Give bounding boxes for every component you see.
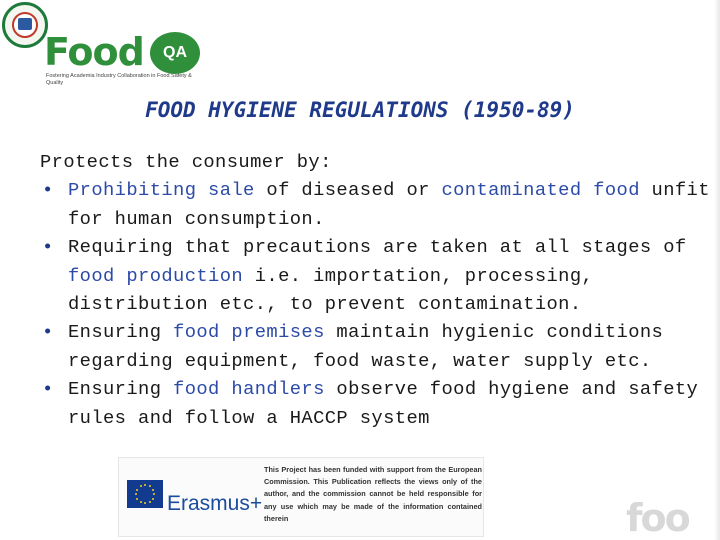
bullet-text: Ensuring: [68, 378, 174, 401]
highlighted-term: Prohibiting sale: [68, 179, 255, 202]
bullet-text: Ensuring: [68, 321, 174, 344]
highlighted-term: food handlers: [173, 378, 325, 401]
seal-book-icon: [18, 18, 32, 30]
logo-qa-badge: QA: [150, 32, 200, 74]
erasmus-logo: Erasmus+: [167, 492, 263, 515]
logo-tagline: Fostering Academia Industry Collaboration in Food Safety & Quality: [46, 73, 192, 86]
highlighted-term: contaminated food: [441, 179, 640, 202]
eu-star-icon: [140, 485, 142, 487]
eu-star-icon: [152, 489, 154, 491]
bullet-item: [40, 176, 716, 233]
eu-star-icon: [136, 498, 138, 500]
eu-star-icon: [153, 493, 155, 495]
eu-star-icon: [149, 485, 151, 487]
eu-star-icon: [136, 489, 138, 491]
funding-footer: [118, 457, 484, 537]
university-seal-icon: [2, 2, 48, 48]
page-edge: [714, 0, 720, 540]
eu-flag-icon: [127, 480, 163, 508]
bullet-text: observe food hygiene and safety rules and follow a HACCP system: [68, 378, 699, 429]
eu-star-icon: [144, 484, 146, 486]
bullet-text: unfit for human consumption.: [68, 179, 710, 230]
slide-title: FOOD HYGIENE REGULATIONS (1950-89): [145, 98, 575, 122]
highlighted-term: food premises: [173, 321, 325, 344]
bullet-list: [40, 176, 716, 432]
foodqa-watermark-logo: foo: [626, 496, 689, 540]
bullet-text: of diseased or: [254, 179, 442, 202]
foodqa-logo: [44, 30, 214, 90]
eu-star-icon: [135, 493, 137, 495]
eu-star-icon: [140, 501, 142, 503]
logo-wordmark: Food: [44, 30, 144, 74]
bullet-item: [40, 318, 716, 375]
eu-star-icon: [144, 502, 146, 504]
bullet-item: [40, 375, 716, 432]
highlighted-term: food production: [68, 264, 244, 287]
intro-text: Protects the consumer by:: [40, 151, 332, 173]
funding-disclaimer: This Project has been funded with support from the European Commission. This Publication reflects the views only of the author, and the commission cannot be held responsible for any use which may be made of the information contained therein: [264, 465, 482, 523]
bullet-text: maintain hygienic conditions regarding equipment, food waste, water supply etc.: [68, 321, 664, 372]
bullet-item: [40, 233, 716, 318]
slide-body: [40, 148, 716, 432]
eu-star-icon: [149, 501, 151, 503]
eu-star-icon: [152, 498, 154, 500]
bullet-text: Requiring that precautions are taken at all stages of: [68, 236, 687, 259]
bullet-text: i.e. importation, processing, distribution etc., to prevent contamination.: [68, 264, 594, 316]
